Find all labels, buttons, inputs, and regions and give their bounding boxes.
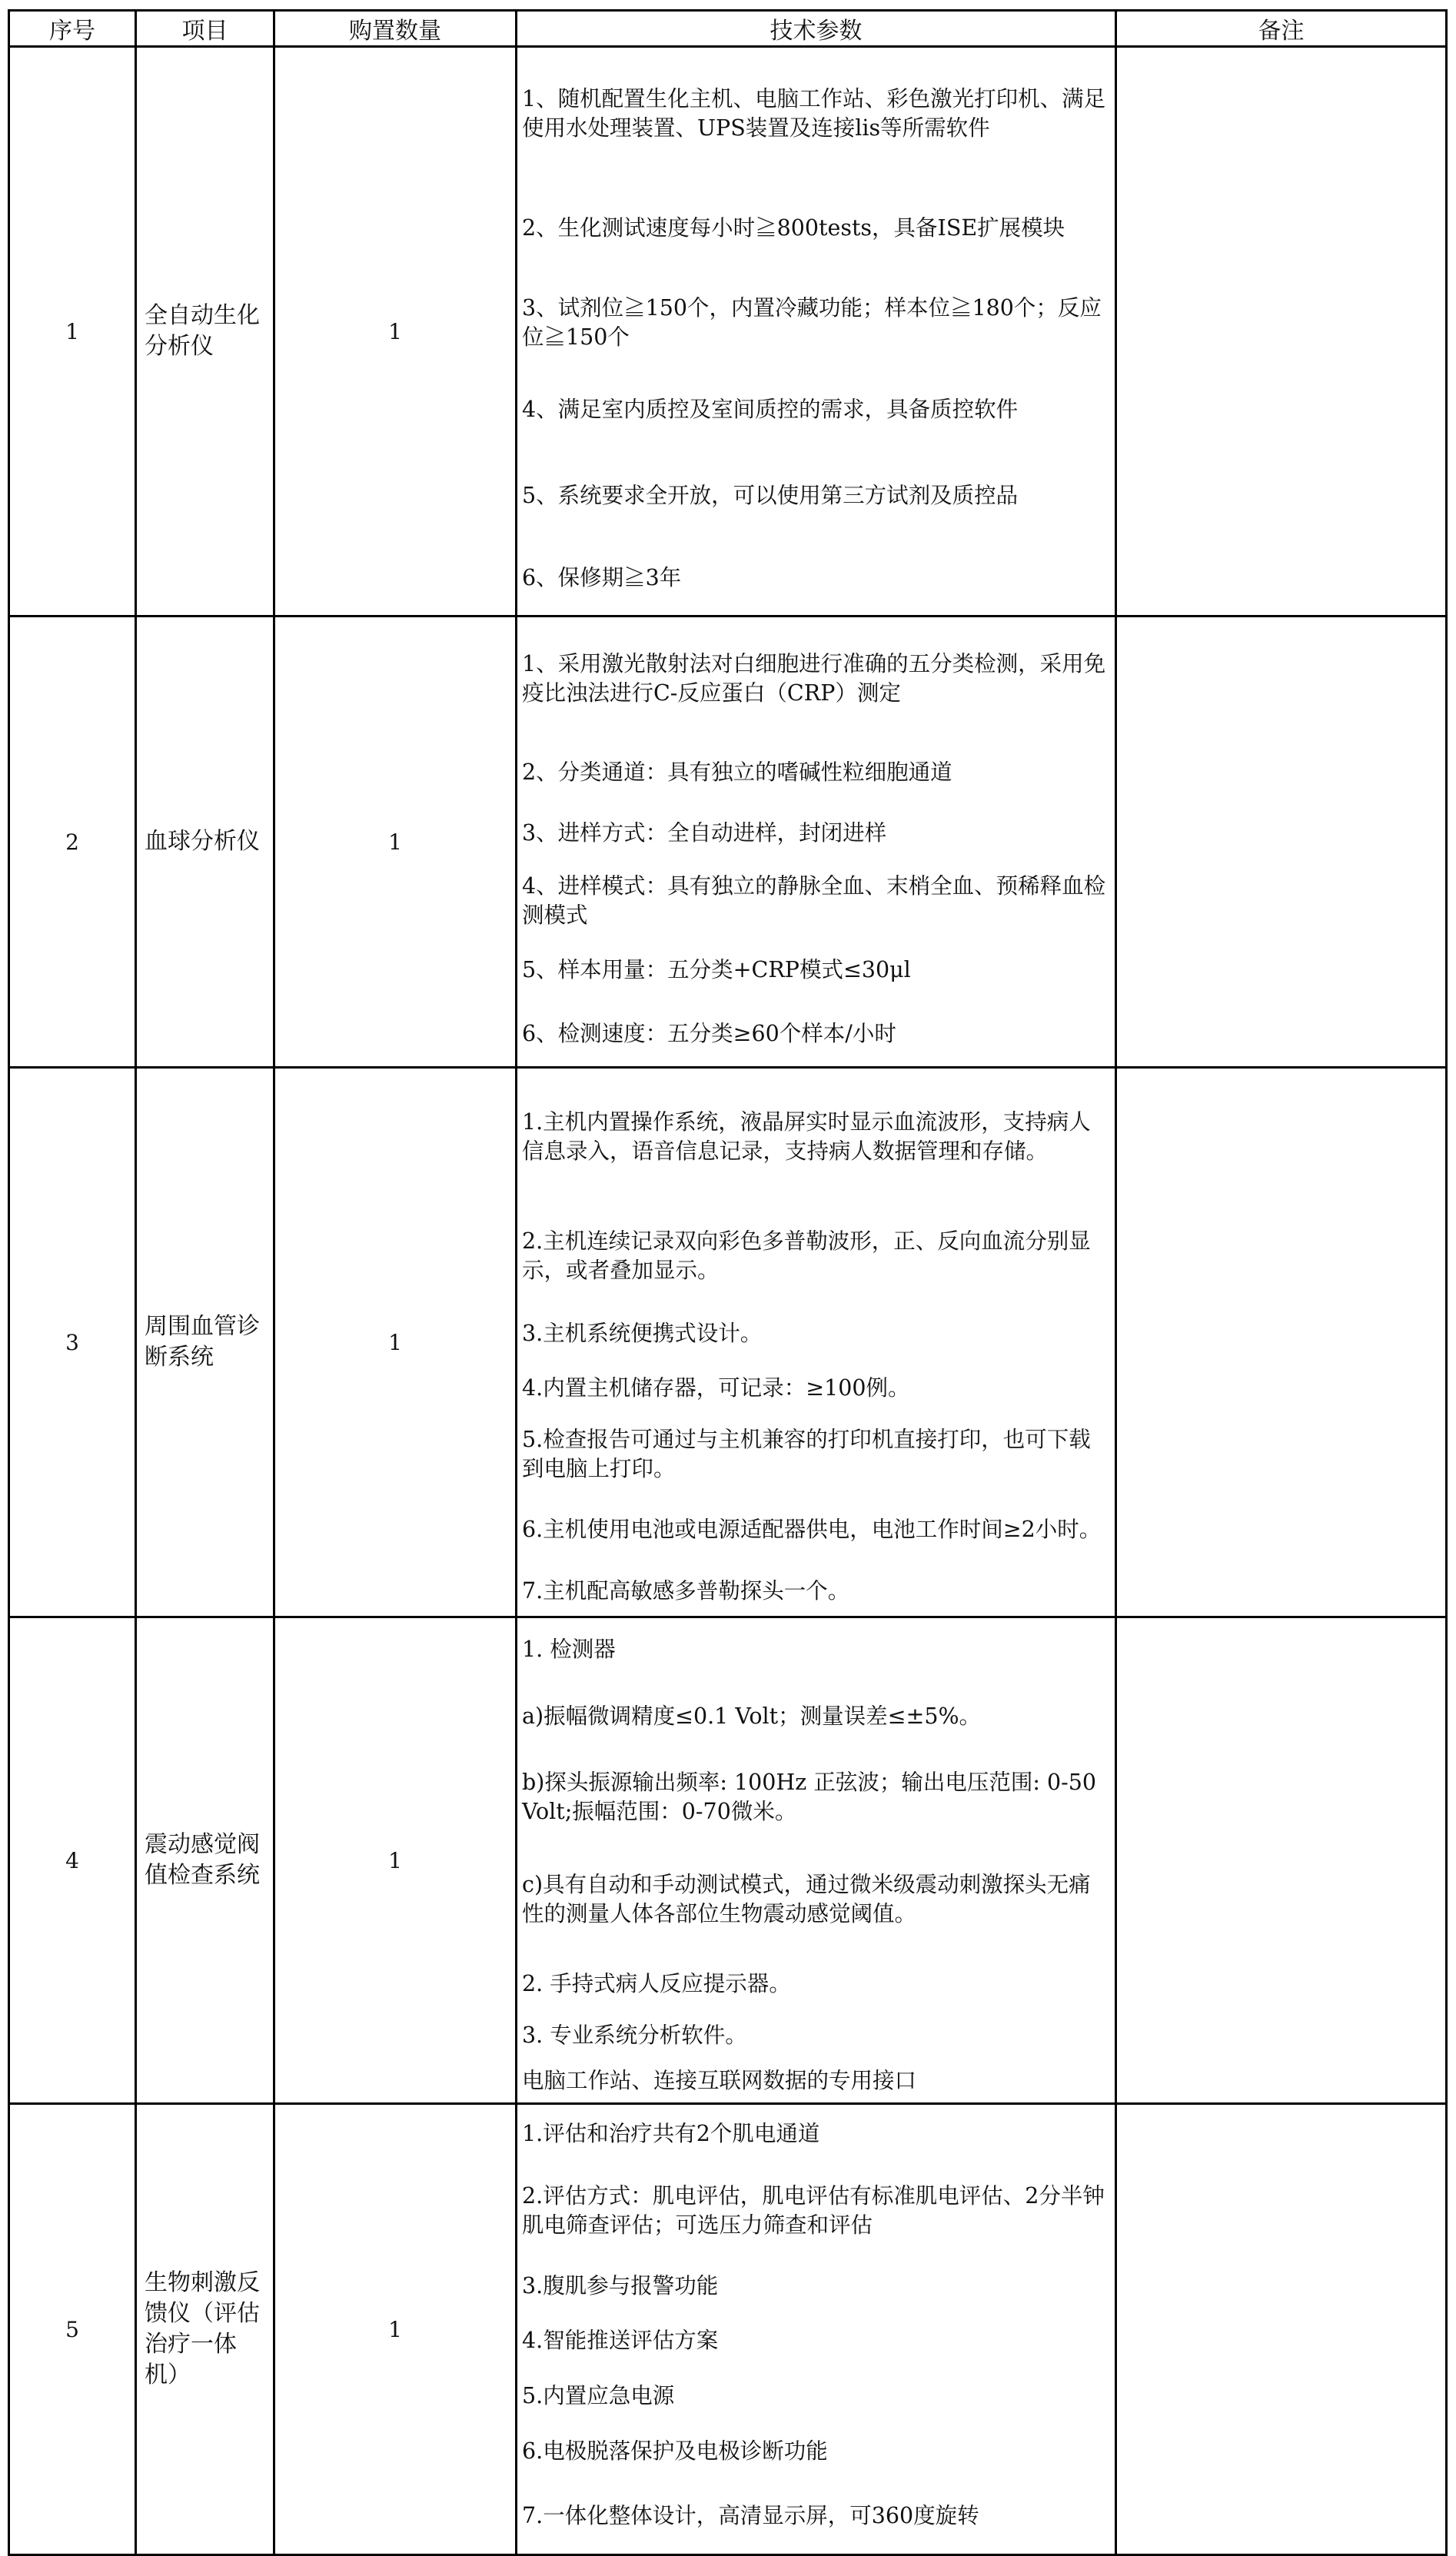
row-item: 生物刺激反馈仪（评估治疗一体机） <box>136 2104 274 2555</box>
row-quantity: 1 <box>274 1068 517 1617</box>
row-remark <box>1116 617 1447 1068</box>
table-row <box>9 617 1447 1068</box>
spec-line: 3.腹肌参与报警功能 <box>522 2272 719 2298</box>
row-item: 震动感觉阀值检查系统 <box>136 1617 274 2104</box>
spec-line: 2.主机连续记录双向彩色多普勒波形，正、反向血流分别显示，或者叠加显示。 <box>522 1228 1091 1284</box>
spec-line: 5、系统要求全开放，可以使用第三方试剂及质控品 <box>522 482 1019 508</box>
row-remark <box>1116 47 1447 617</box>
row-spec <box>517 1068 1116 1617</box>
spec-line: 5.内置应急电源 <box>522 2383 675 2409</box>
spec-line: 2、分类通道：具有独立的嗜碱性粒细胞通道 <box>522 759 952 785</box>
row-remark <box>1116 2104 1447 2555</box>
spec-line: a)振幅微调精度≤0.1 Volt；测量误差≤±5%。 <box>522 1703 982 1730</box>
spec-line: 7.一体化整体设计，高清显示屏，可360度旋转 <box>522 2503 979 2529</box>
row-spec <box>517 1617 1116 2104</box>
row-quantity: 1 <box>274 1617 517 2104</box>
row-item: 周围血管诊断系统 <box>136 1068 274 1617</box>
row-item: 全自动生化分析仪 <box>136 47 274 617</box>
spec-line: 4.内置主机储存器，可记录：≥100例。 <box>522 1375 910 1401</box>
spec-line: 6、检测速度：五分类≥60个样本/小时 <box>522 1020 896 1046</box>
header-item: 项目 <box>136 11 274 47</box>
spec-line: 5.检查报告可通过与主机兼容的打印机直接打印，也可下载到电脑上打印。 <box>522 1427 1091 1482</box>
spec-line: 4.智能推送评估方案 <box>522 2328 719 2354</box>
spec-line: 1、随机配置生化主机、电脑工作站、彩色激光打印机、满足使用水处理装置、UPS装置及连接lis等所需软件 <box>522 85 1106 141</box>
row-remark <box>1116 1068 1447 1617</box>
header-remark: 备注 <box>1116 11 1447 47</box>
row-remark <box>1116 1617 1447 2104</box>
spec-line: 电脑工作站、连接互联网数据的专用接口 <box>522 2067 917 2093</box>
row-quantity: 1 <box>274 47 517 617</box>
header-row <box>9 11 1447 47</box>
row-index: 4 <box>9 1617 136 2104</box>
spec-line: 6.电极脱落保护及电极诊断功能 <box>522 2438 828 2464</box>
row-index: 3 <box>9 1068 136 1617</box>
spec-line: 1、采用激光散射法对白细胞进行准确的五分类检测，采用免疫比浊法进行C-反应蛋白（CRP）测定 <box>522 650 1106 706</box>
spec-line: 2、生化测试速度每小时≧800tests，具备ISE扩展模块 <box>522 215 1065 241</box>
spec-line: 7.主机配高敏感多普勒探头一个。 <box>522 1578 850 1604</box>
spec-line: 4、满足室内质控及室间质控的需求，具备质控软件 <box>522 396 1019 422</box>
row-quantity: 1 <box>274 617 517 1068</box>
spec-line: 1. 检测器 <box>522 1636 616 1662</box>
row-index: 5 <box>9 2104 136 2555</box>
spec-line: 6、保修期≧3年 <box>522 564 682 590</box>
spec-line: 1.评估和治疗共有2个肌电通道 <box>522 2121 820 2147</box>
row-item: 血球分析仪 <box>136 617 274 1068</box>
spec-line: 3. 专业系统分析软件。 <box>522 2022 747 2048</box>
header-quantity: 购置数量 <box>274 11 517 47</box>
spec-line: 3、进样方式：全自动进样，封闭进样 <box>522 820 887 846</box>
row-quantity: 1 <box>274 2104 517 2555</box>
row-spec <box>517 617 1116 1068</box>
table-row <box>9 1068 1447 1617</box>
row-spec <box>517 47 1116 617</box>
spec-line: 3、试剂位≧150个，内置冷藏功能；样本位≧180个；反应位≧150个 <box>522 295 1102 351</box>
spec-line: 5、样本用量：五分类+CRP模式≤30μl <box>522 957 911 983</box>
table-row <box>9 47 1447 617</box>
row-index: 1 <box>9 47 136 617</box>
table-row <box>9 1617 1447 2104</box>
row-index: 2 <box>9 617 136 1068</box>
table-row <box>9 2104 1447 2555</box>
spec-line: 3.主机系统便携式设计。 <box>522 1320 763 1346</box>
spec-line: 2.评估方式：肌电评估，肌电评估有标准肌电评估、2分半钟肌电筛查评估；可选压力筛查和评估 <box>522 2183 1105 2239</box>
header-spec: 技术参数 <box>517 11 1116 47</box>
header-index: 序号 <box>9 11 136 47</box>
equipment-spec-table <box>8 9 1448 2556</box>
spec-line: 4、进样模式：具有独立的静脉全血、末梢全血、预稀释血检测模式 <box>522 872 1106 928</box>
spec-line: b)探头振源输出频率: 100Hz 正弦波；输出电压范围: 0-50Volt;振幅范围：0-70微米。 <box>522 1770 1097 1825</box>
spec-line: 1.主机内置操作系统，液晶屏实时显示血流波形，支持病人信息录入，语音信息记录，支持病人数据管理和存储。 <box>522 1109 1091 1164</box>
spec-line: c)具有自动和手动测试模式，通过微米级震动刺激探头无痛性的测量人体各部位生物震动感觉阈值。 <box>522 1872 1091 1927</box>
spec-line: 6.主机使用电池或电源适配器供电，电池工作时间≥2小时。 <box>522 1517 1102 1543</box>
spec-line: 2. 手持式病人反应提示器。 <box>522 1971 791 1997</box>
row-spec <box>517 2104 1116 2555</box>
